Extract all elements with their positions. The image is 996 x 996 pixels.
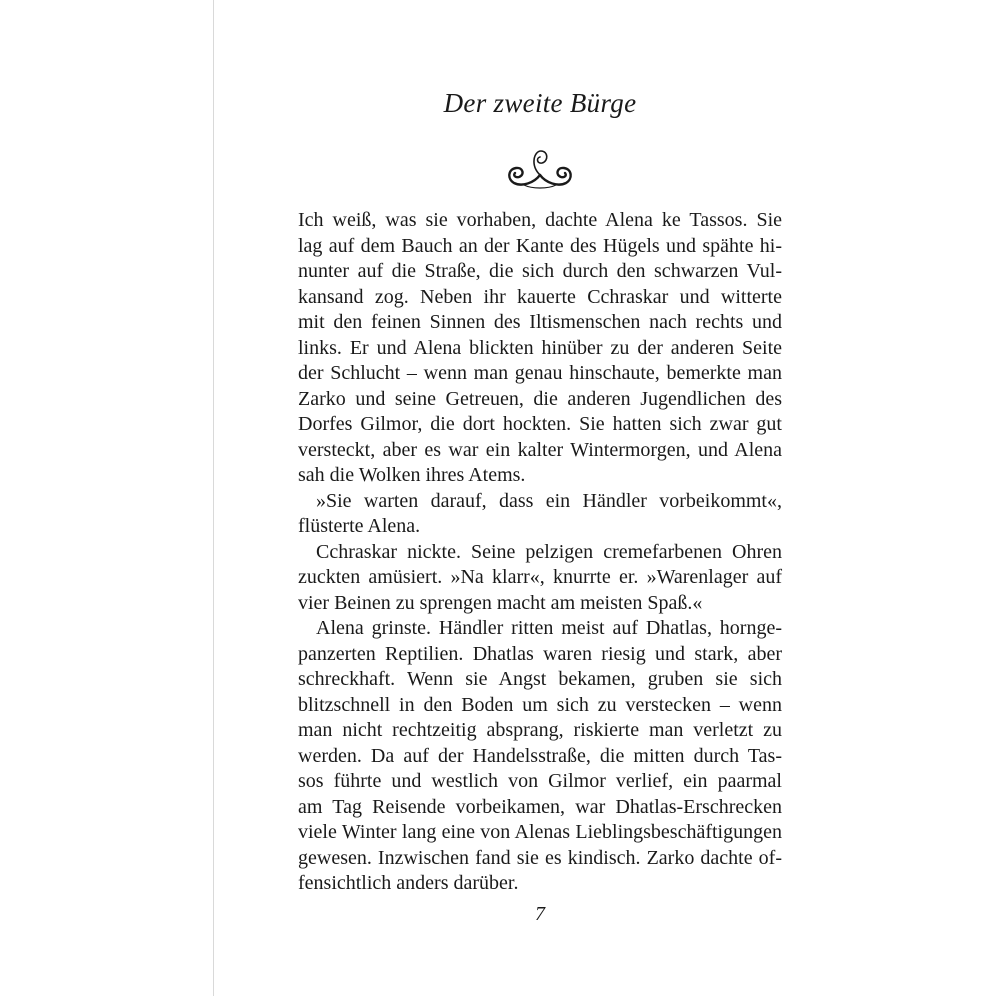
text-line: am Tag Reisende vorbeikamen, war Dhatlas-Erschrecken (298, 795, 782, 818)
text-line: blitzschnell in den Boden um sich zu verstecken – wenn (298, 693, 782, 716)
paragraph-1 (298, 208, 782, 489)
text-line: schreckhaft. Wenn sie Angst bekamen, gruben sie sich (298, 668, 782, 690)
text-line: sah die Wolken ihres Atems. (298, 464, 526, 486)
text-line: links. Er und Alena blickten hinüber zu der anderen Seite (298, 336, 782, 359)
text-line: panzerten Reptilien. Dhatlas waren riesig und stark, aber (298, 642, 782, 665)
text-line: man nicht rechtzeitig absprang, riskierte man verletzt zu (298, 719, 782, 741)
text-line: Zarko und seine Getreuen, die anderen Jugendlichen des (298, 387, 782, 410)
text-line: zuckten amüsiert. »Na klarr«, knurrte er. »Warenlager auf (298, 566, 782, 588)
text-line: Alena grinste. Händler ritten meist auf Dhatlas, hornge- (316, 617, 782, 639)
text-line: Ich weiß, was sie vorhaben, dachte Alena ke Tassos. Sie (298, 209, 782, 231)
page-gutter-line (213, 0, 214, 996)
page-number: 7 (535, 903, 545, 925)
paragraph-2 (298, 489, 782, 540)
paragraph-3 (298, 540, 782, 617)
text-line: Cchraskar nickte. Seine pelzigen cremefarbenen Ohren (316, 540, 782, 563)
chapter-title: Der zweite Bürge (443, 88, 637, 118)
text-line: nunter auf die Straße, die sich durch den schwarzen Vul- (298, 260, 782, 282)
text-line: kansand zog. Neben ihr kauerte Cchraskar und witterte (298, 285, 782, 308)
text-line: der Schlucht – wenn man genau hinschaute, bemerkte man (298, 362, 782, 384)
text-line: fensichtlich anders darüber. (298, 872, 519, 894)
text-line: gewesen. Inzwischen fand sie es kindisch. Zarko dachte of- (298, 846, 782, 869)
body-text (298, 208, 782, 897)
text-line: mit den feinen Sinnen des Iltismenschen nach rechts und (298, 311, 782, 333)
text-line: flüsterte Alena. (298, 515, 421, 537)
paragraph-4 (298, 616, 782, 897)
text-line: versteckt, aber es war ein kalter Wintermorgen, und Alena (298, 438, 782, 461)
text-line: lag auf dem Bauch an der Kante des Hügels und spähte hi- (298, 234, 782, 257)
text-line: »Sie warten darauf, dass ein Händler vorbeikommt«, (316, 489, 782, 512)
text-line: vier Beinen zu sprengen macht am meisten Spaß.« (298, 591, 703, 614)
flourish-ornament-icon (500, 145, 580, 193)
text-line: werden. Da auf der Handelsstraße, die mitten durch Tas- (298, 744, 782, 767)
text-line: viele Winter lang eine von Alenas Lieblingsbeschäftigungen (298, 821, 782, 843)
text-line: Dorfes Gilmor, die dort hockten. Sie hatten sich zwar gut (298, 413, 782, 435)
text-line: sos führte und westlich von Gilmor verlief, ein paarmal (298, 770, 782, 792)
